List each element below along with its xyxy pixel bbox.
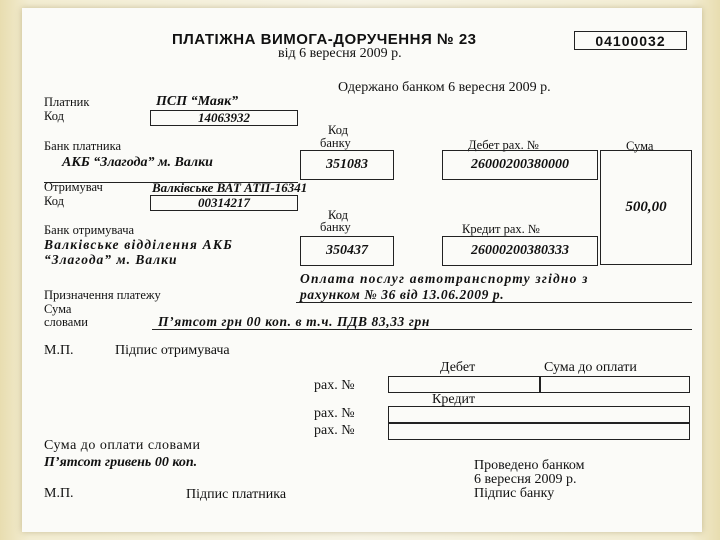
table-amount-header: Сума до оплати [544,360,637,375]
recipient-code-box [150,195,298,211]
payer-bank-label: Банк платника [44,139,122,153]
purpose-underline [296,302,692,303]
recipient-bank-code: 350437 [326,243,368,258]
debit-account: 26000200380000 [471,157,569,172]
recipient-bank-code-box [300,236,394,266]
debit-account-header: Дебет рах. № [468,138,539,152]
payer-bank-name: АКБ “Злагода” м. Валки [62,155,213,170]
recipient-code-label: Код [44,194,64,208]
payment-document [22,8,702,532]
recipient-bank-name-line1: Валківське відділення АКБ [44,237,234,252]
amount-value: 500,00 [625,199,667,215]
document-date: від 6 вересня 2009 р. [278,46,402,61]
table-credit-header: Кредит [432,392,476,407]
sum-words-value: П’ятсот грн 00 коп. в т.ч. ПДВ 83,33 грн [158,314,430,329]
payer-label: Платник [44,95,90,109]
document-title: ПЛАТІЖНА ВИМОГА-ДОРУЧЕННЯ № 23 [172,31,477,48]
processed-date: 6 вересня 2009 р. [474,472,577,487]
processed-by-bank: Проведено банком [474,458,585,473]
document-number-box [574,31,687,50]
payer-name: ПСП “Маяк” [156,94,239,109]
amount-box [600,150,692,265]
recipient-label: Отримувач [44,180,103,194]
recipient-code: 00314217 [198,195,250,210]
recipient-bank-label: Банк отримувача [44,223,135,237]
table-account-label-1: рах. № [314,378,355,393]
recipient-bank-name-line2: “Злагода” м. Валки [44,252,178,267]
bank-signature-label: Підпис банку [474,486,555,501]
payer-bank-code: 351083 [326,157,368,172]
table-debit-header: Дебет [440,360,476,375]
stamp-label-recipient: М.П. [44,343,74,358]
recipient-bank-code-header: Код [328,208,348,222]
table-amount-cell [540,376,690,393]
payer-bank-code-header: Код [328,123,348,137]
sum-words-label1: Сума [44,302,72,316]
purpose-line2: рахунком № 36 від 13.06.2009 р. [300,287,505,302]
debit-account-box [442,150,598,180]
credit-account-box [442,236,598,266]
amount-header: Сума [626,139,654,153]
table-account-label-3: рах. № [314,423,355,438]
document-number: 04100032 [595,32,666,49]
received-by-bank: Одержано банком 6 вересня 2009 р. [338,80,551,95]
purpose-label: Призначення платежу [44,288,161,302]
table-credit-cell-2 [388,423,690,440]
purpose-line1: Оплата послуг автотранспорту згідно з [300,271,589,286]
payer-code-box [150,110,298,126]
sum-words-underline [152,329,692,330]
payer-bank-code-box [300,150,394,180]
bottom-sum-label: Сума до оплати словами [44,438,201,453]
sum-words-label2: словами [44,315,88,329]
bottom-sum-value: П’ятсот гривень 00 коп. [44,455,198,470]
credit-account: 26000200380333 [471,243,569,258]
table-account-label-2: рах. № [314,406,355,421]
payer-signature-label: Підпис платника [186,487,287,502]
table-credit-cell-1 [388,406,690,423]
table-debit-cell [388,376,540,393]
recipient-bank-code-header-2: банку [320,220,351,234]
stamp-label-payer: М.П. [44,486,74,501]
payer-bank-code-header-2: банку [320,136,351,150]
recipient-name: Валківське ВАТ АТП-16341 [152,180,308,195]
payer-code: 14063932 [198,110,250,125]
recipient-signature-label: Підпис отримувача [115,343,230,358]
credit-account-header: Кредит рах. № [462,222,540,236]
payer-code-label: Код [44,109,64,123]
